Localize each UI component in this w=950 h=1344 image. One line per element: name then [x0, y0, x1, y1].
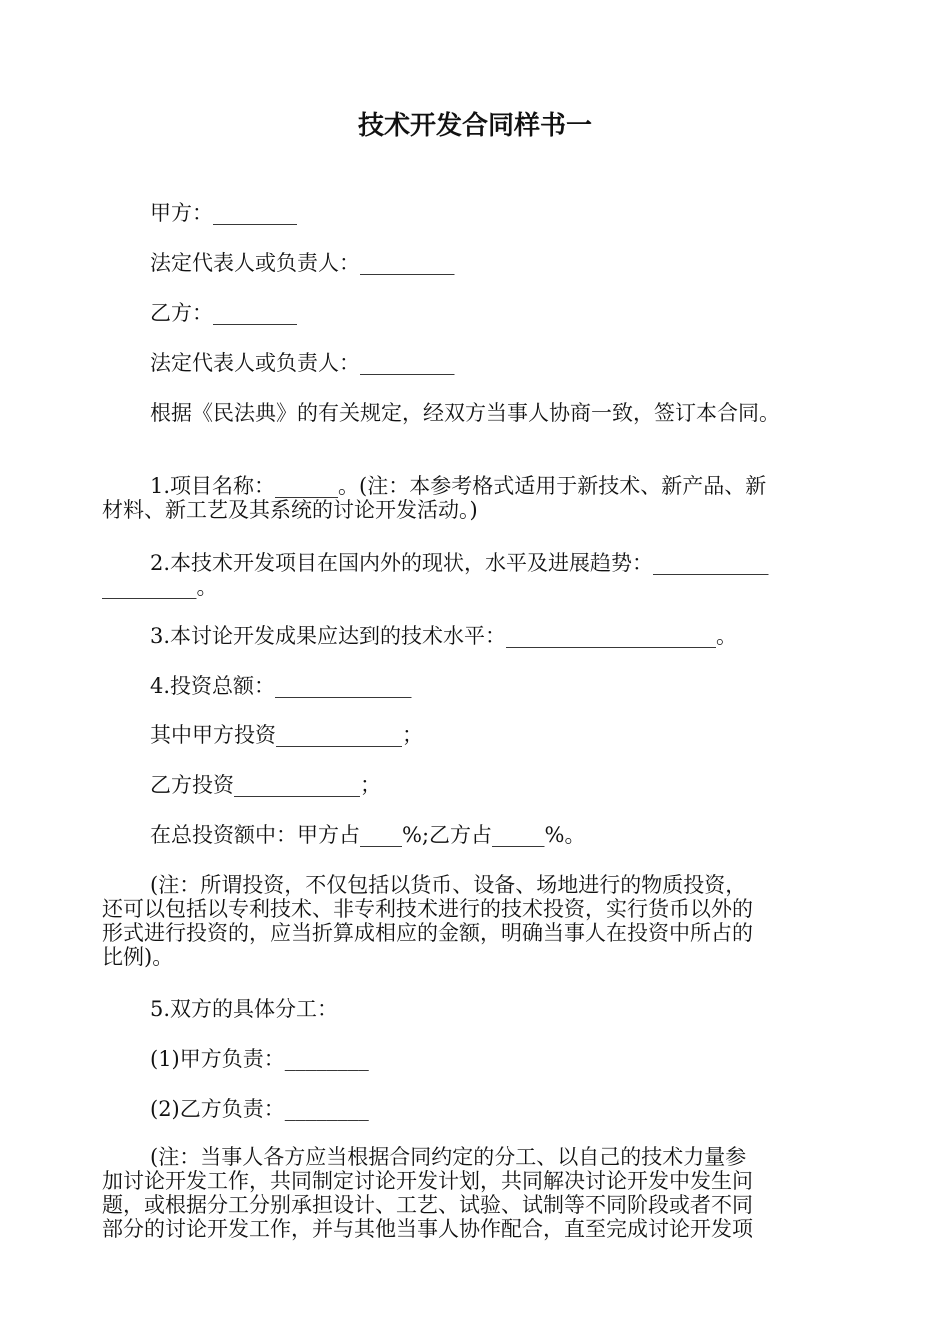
item4-line: 4.投资总额：_____________ — [150, 674, 412, 698]
division-note-line4: 部分的讨论开发工作，并与其他当事人协作配合，直至完成讨论开发项 — [102, 1217, 753, 1241]
item4-party-b-investment: 乙方投资____________； — [150, 773, 381, 797]
party-b-line: 乙方：________ — [150, 301, 297, 325]
item2-paragraph — [102, 551, 852, 599]
party-b-rep-line: 法定代表人或负责人：_________ — [150, 351, 455, 375]
item1-line1: 1.项目名称：______。(注：本参考格式适用于新技术、新产品、新 — [150, 474, 767, 498]
investment-note-line3: 形式进行投资的，应当折算成相应的金额，明确当事人在投资中所占的 — [102, 921, 753, 945]
division-note-line3: 题，或根据分工分别承担设计、工艺、试验、试制等不同阶段或者不同 — [102, 1193, 753, 1217]
item2-line1: 2.本技术开发项目在国内外的现状，水平及进展趋势：___________ — [150, 551, 769, 575]
item3-line: 3.本讨论开发成果应达到的技术水平：____________________。 — [150, 624, 738, 648]
item2-line2: _________。 — [102, 575, 218, 599]
division-note-line1: (注：当事人各方应当根据合同约定的分工、以自己的技术力量参 — [150, 1145, 747, 1169]
investment-note-line4: 比例)。 — [102, 945, 174, 969]
item4-party-a-investment: 其中甲方投资____________； — [150, 723, 423, 747]
item5-party-b-duty: (2)乙方负责：________ — [150, 1097, 369, 1121]
item1-line2: 材料、新工艺及其系统的讨论开发活动。) — [102, 498, 478, 522]
item1-paragraph — [102, 474, 852, 522]
party-a-rep-line: 法定代表人或负责人：_________ — [150, 251, 455, 275]
document-title: 技术开发合同样书一 — [357, 111, 592, 141]
party-a-line: 甲方：________ — [150, 201, 297, 225]
item4-ratio-line: 在总投资额中：甲方占____%;乙方占_____%。 — [150, 823, 586, 847]
investment-note-line2: 还可以包括以专利技术、非专利技术进行的技术投资，实行货币以外的 — [102, 897, 753, 921]
item5-line: 5.双方的具体分工： — [150, 997, 339, 1021]
division-note-line2: 加讨论开发工作，共同制定讨论开发计划，共同解决讨论开发中发生问 — [102, 1169, 753, 1193]
item5-party-a-duty: (1)甲方负责：________ — [150, 1047, 369, 1071]
investment-note-line1: (注：所谓投资，不仅包括以货币、设备、场地进行的物质投资， — [150, 873, 747, 897]
investment-note-paragraph — [102, 873, 852, 969]
division-note-paragraph — [102, 1145, 852, 1241]
preamble-line: 根据《民法典》的有关规定，经双方当事人协商一致，签订本合同。 — [150, 401, 780, 425]
